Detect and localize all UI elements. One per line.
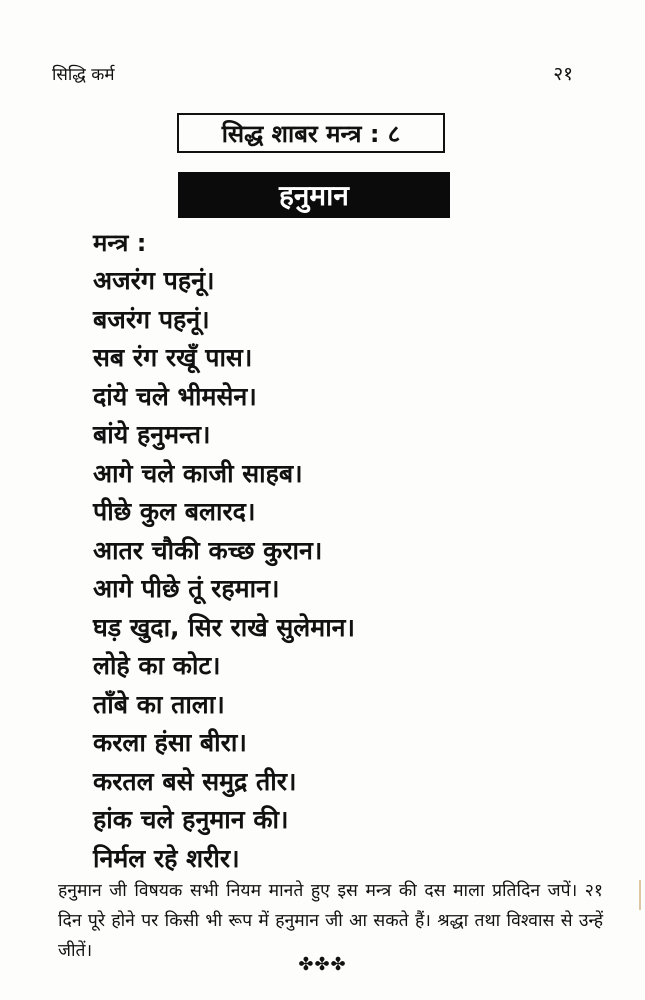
mantra-line: ताँबे का ताला। — [93, 689, 225, 719]
page-edge-mark — [639, 880, 641, 910]
mantra-line: आतर चौकी कच्छ कुरान। — [93, 535, 323, 565]
mantra-line: निर्मल रहे शरीर। — [93, 843, 240, 873]
mantra-line: लोहे का कोट। — [93, 651, 221, 680]
mantra-line: अजरंग पहनूं। — [93, 266, 215, 295]
mantra-line: पीछे कुल बलारद। — [93, 497, 256, 526]
mantra-line: घड़ खुदा, सिर राखे सुलेमान। — [93, 612, 356, 642]
title-banner — [178, 172, 450, 218]
mantra-line: करला हंसा बीरा। — [93, 728, 247, 757]
mantra-line: बांये हनुमन्त। — [93, 420, 211, 449]
mantra-line: बजरंग पहनूं। — [93, 304, 210, 334]
mantra-line: आगे पीछे तूं रहमान। — [93, 574, 280, 603]
mantra-line: आगे चले काजी साहब। — [93, 458, 303, 488]
mantra-line: दांये चले भीमसेन। — [93, 381, 257, 411]
mantra-line: सब रंग रखूँ पास। — [93, 343, 253, 372]
mantra-line: करतल बसे समुद्र तीर। — [93, 766, 297, 796]
mantra-label: मन्त्र : — [93, 229, 147, 257]
ornament-divider: ✤✤✤ — [298, 954, 347, 975]
mantra-line: हांक चले हनुमान की। — [93, 805, 289, 834]
page-title: हनुमान — [279, 179, 349, 212]
section-heading-text: सिद्ध शाबर मन्त्र : ८ — [221, 119, 401, 148]
mantra-lines — [93, 262, 355, 878]
instruction-paragraph: हनुमान जी विषयक सभी नियम मानते हुए इस मन्त्र की दस माला प्रतिदिन जपें। २१ दिन पूरे होने पर किसी भी रूप में हनुमान जी आ सकते हैं। श्रद्धा तथा विश्वास से उन्हें जीतें। — [58, 880, 603, 961]
page-number: २१ — [553, 63, 573, 85]
section-heading-box — [177, 113, 445, 153]
running-title: सिद्धि कर्म — [52, 65, 115, 85]
